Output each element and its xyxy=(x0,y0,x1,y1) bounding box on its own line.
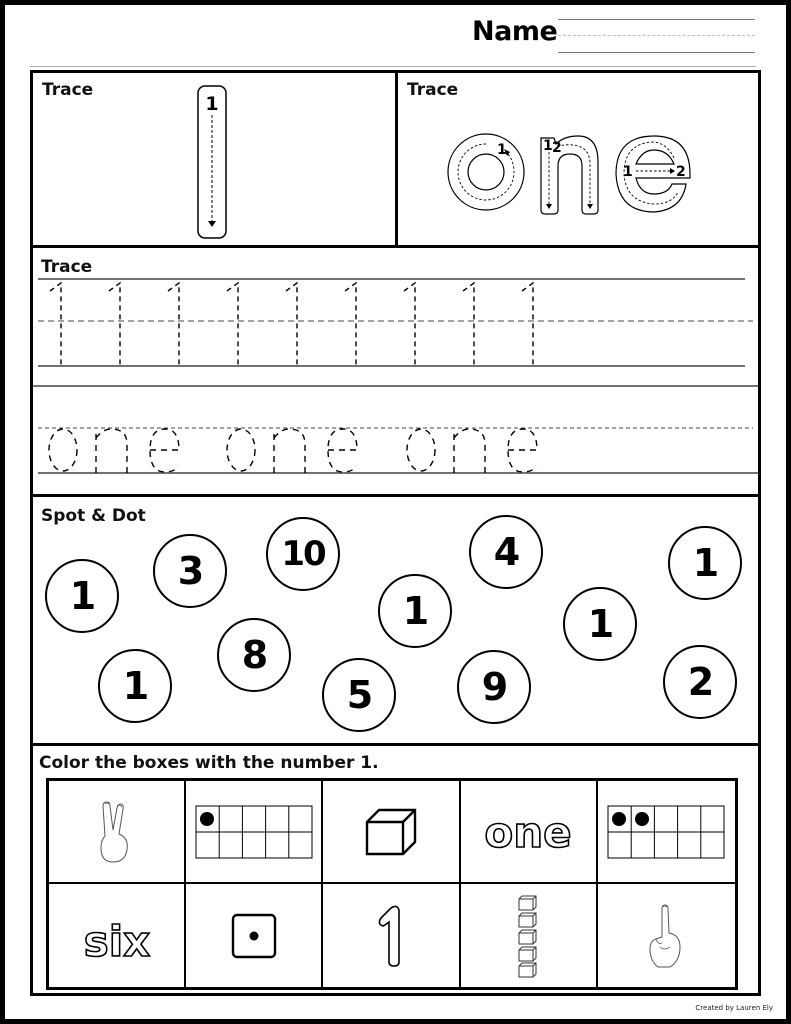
spot-circle-number: 1 xyxy=(122,664,148,708)
traceable-word-one[interactable] xyxy=(446,128,706,218)
svg-text:one: one xyxy=(484,807,572,857)
credit-text: Created by Lauren Ely xyxy=(695,1004,773,1012)
spot-circle[interactable] xyxy=(668,526,742,600)
spot-circle-number: 4 xyxy=(493,530,519,574)
spot-circle-number: 3 xyxy=(177,549,203,593)
spot-circle[interactable] xyxy=(217,618,291,692)
ten-frame-icon xyxy=(607,805,725,859)
spot-circle[interactable] xyxy=(469,515,543,589)
bubble-numeral-one xyxy=(371,904,411,968)
bubble-word-one xyxy=(469,807,587,857)
cube-icon xyxy=(365,808,417,856)
color-cell-word-one[interactable] xyxy=(461,781,598,884)
name-line-top xyxy=(558,19,755,20)
spot-circle[interactable] xyxy=(266,517,340,591)
spot-circle-number: 1 xyxy=(402,589,428,633)
color-grid xyxy=(46,778,738,990)
hand-two-fingers-icon xyxy=(95,800,139,864)
spot-circle-number: 8 xyxy=(241,633,267,677)
color-cell-single-cube[interactable] xyxy=(323,781,460,884)
spot-circle-number: 9 xyxy=(481,665,507,709)
header-divider xyxy=(30,66,756,67)
name-line-bottom xyxy=(558,52,755,53)
svg-text:six: six xyxy=(83,916,150,966)
section-label: Trace xyxy=(42,80,94,100)
spot-circle-number: 1 xyxy=(69,574,95,618)
bubble-word-six xyxy=(77,906,157,966)
section-label: Trace xyxy=(41,257,93,277)
svg-text:1: 1 xyxy=(623,164,633,180)
spot-circle-number: 10 xyxy=(281,534,325,574)
svg-text:2: 2 xyxy=(552,140,562,156)
spot-circle[interactable] xyxy=(98,649,172,723)
color-cell-word-six[interactable] xyxy=(49,884,186,987)
handwriting-lines[interactable] xyxy=(33,248,758,494)
color-cell-one-finger[interactable] xyxy=(598,884,735,987)
dice-icon xyxy=(231,913,277,959)
cube-stack-icon xyxy=(517,894,539,978)
ten-frame-icon xyxy=(195,805,313,859)
spot-circle[interactable] xyxy=(457,650,531,724)
color-cell-dice-one[interactable] xyxy=(186,884,323,987)
name-line-mid[interactable] xyxy=(558,35,755,36)
spot-circle-number: 5 xyxy=(346,673,372,717)
color-instruction: Color the boxes with the number 1. xyxy=(39,753,379,773)
spot-circle[interactable] xyxy=(45,559,119,633)
hand-one-finger-icon xyxy=(644,903,688,969)
color-cell-ten-frame-2[interactable] xyxy=(598,781,735,884)
spot-circle[interactable] xyxy=(663,645,737,719)
svg-text:2: 2 xyxy=(676,164,686,180)
color-cell-ten-frame-1[interactable] xyxy=(186,781,323,884)
spot-circle[interactable] xyxy=(322,658,396,732)
spot-circle-number: 1 xyxy=(692,541,718,585)
spot-circle[interactable] xyxy=(563,587,637,661)
svg-text:1: 1 xyxy=(497,142,507,158)
trace-word-panel xyxy=(395,70,761,248)
spot-circle-number: 2 xyxy=(687,660,713,704)
color-cell-cube-tower[interactable] xyxy=(461,884,598,987)
trace-numeral-panel xyxy=(30,70,398,248)
spot-circle[interactable] xyxy=(378,574,452,648)
traceable-numeral-one[interactable] xyxy=(195,83,229,241)
svg-text:1: 1 xyxy=(205,93,219,115)
color-cell-numeral-one[interactable] xyxy=(323,884,460,987)
trace-lines-panel xyxy=(30,245,761,497)
section-label: Trace xyxy=(407,80,459,100)
svg-text:1: 1 xyxy=(543,138,553,154)
color-cell-two-fingers[interactable] xyxy=(49,781,186,884)
spot-circle-number: 1 xyxy=(587,602,613,646)
spot-circle[interactable] xyxy=(153,534,227,608)
section-label: Spot & Dot xyxy=(41,506,146,526)
name-label: Name xyxy=(472,16,558,47)
